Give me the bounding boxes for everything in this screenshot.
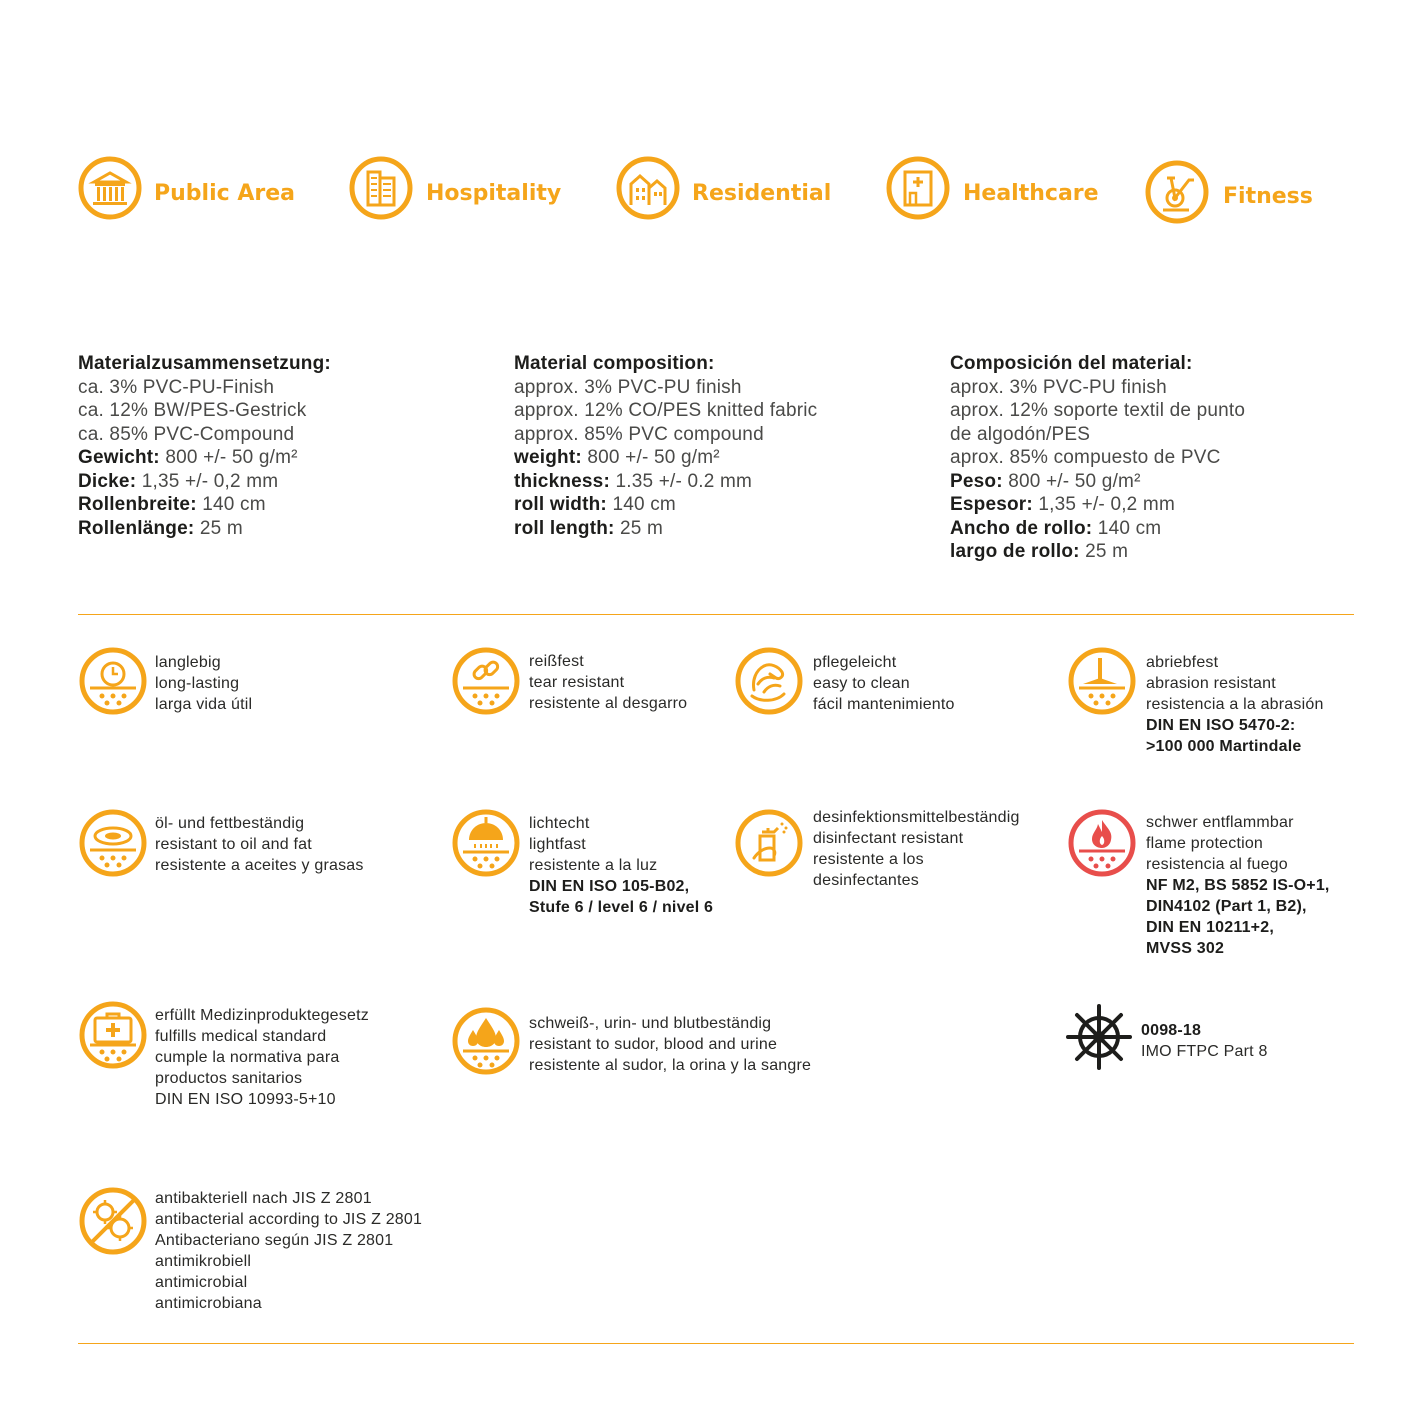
feature-line: schwer entflammbar — [1146, 814, 1294, 831]
composition-line: approx. 85% PVC compound — [514, 423, 764, 445]
spec-value: 25 m — [194, 517, 243, 539]
feature-tear-resistant — [529, 651, 687, 714]
spec-value: 1,35 +/- 0,2 mm — [136, 470, 279, 492]
spec-line — [950, 493, 1245, 517]
category-label: Public Area — [154, 181, 295, 206]
fluid-drops-icon — [451, 1006, 521, 1076]
spec-label: Rollenbreite: — [78, 494, 197, 515]
feature-line: fácil mantenimiento — [813, 696, 955, 713]
divider-top — [78, 614, 1354, 615]
composition-line: approx. 12% CO/PES knitted fabric — [514, 400, 818, 421]
spec-line — [514, 517, 817, 541]
feature-line: desinfektionsmittelbeständig — [813, 809, 1020, 826]
spec-label: thickness: — [514, 470, 610, 492]
feature-standard: DIN EN ISO 105-B02, — [529, 878, 690, 895]
feature-line: resistente al desgarro — [529, 695, 688, 712]
composition-line: ca. 85% PVC-Compound — [78, 423, 295, 445]
feature-line: fulfills medical standard — [155, 1028, 327, 1045]
composition-heading: Material composition: — [514, 353, 715, 374]
composition-line: ca. 3% PVC-PU-Finish — [78, 376, 275, 398]
lightfast-lamp-icon — [451, 808, 521, 878]
medical-kit-icon — [78, 1000, 148, 1070]
spec-value: 800 +/- 50 g/m² — [159, 447, 298, 468]
spec-label: Gewicht: — [78, 447, 160, 468]
spec-label: Dicke: — [78, 470, 137, 492]
spec-label: roll width: — [514, 494, 607, 515]
feature-fluid-resistant — [529, 1013, 811, 1076]
composition-line: ca. 12% BW/PES-Gestrick — [78, 400, 307, 421]
feature-line: schweiß-, urin- und blutbeständig — [529, 1015, 772, 1032]
feature-line: antimicrobial — [155, 1274, 248, 1291]
composition-de — [78, 352, 331, 540]
feature-line: IMO FTPC Part 8 — [1141, 1043, 1268, 1060]
spec-label: Peso: — [950, 470, 1003, 492]
composition-en — [514, 352, 817, 540]
feature-line: antibacterial according to JIS Z 2801 — [155, 1211, 423, 1228]
spec-line — [78, 446, 331, 470]
feature-flame-protection — [1146, 812, 1330, 959]
spec-label: Espesor: — [950, 494, 1033, 515]
composition-line: aprox. 12% soporte textil de punto — [950, 400, 1246, 421]
feature-line: larga vida útil — [155, 696, 253, 713]
feature-lightfast — [529, 813, 713, 918]
spec-value: 140 cm — [606, 494, 676, 515]
composition-line: aprox. 3% PVC-PU finish — [950, 376, 1167, 398]
category-label: Residential — [692, 181, 832, 206]
composition-es — [950, 352, 1245, 564]
spec-label: weight: — [514, 447, 582, 468]
oil-resistant-icon — [78, 808, 148, 878]
feature-line: lightfast — [529, 836, 586, 853]
feature-line: resistant to sudor, blood and urine — [529, 1036, 778, 1053]
feature-line: antimicrobiana — [155, 1295, 262, 1312]
feature-line: disinfectant resistant — [813, 830, 964, 847]
composition-heading: Materialzusammensetzung: — [78, 353, 331, 374]
spec-value: 25 m — [1079, 541, 1129, 562]
composition-line: de algodón/PES — [950, 423, 1091, 445]
feature-oil-resistant — [155, 813, 364, 876]
feature-line: tear resistant — [529, 674, 625, 691]
feature-long-lasting — [155, 652, 252, 715]
feature-antibacterial — [155, 1188, 422, 1314]
spec-value: 1,35 +/- 0,2 mm — [1032, 494, 1175, 515]
feature-standard: DIN EN 10211+2, — [1146, 919, 1274, 936]
feature-standard: DIN4102 (Part 1, B2), — [1146, 898, 1307, 915]
composition-line: aprox. 85% compuesto de PVC — [950, 447, 1221, 468]
easy-clean-hand-icon — [734, 646, 804, 716]
feature-standard: >100 000 Martindale — [1146, 738, 1302, 755]
feature-standard: NF M2, BS 5852 IS-O+1, — [1146, 877, 1330, 894]
exercise-bike-icon — [1145, 160, 1209, 224]
hospital-icon — [886, 156, 950, 220]
feature-line: resistente a aceites y grasas — [155, 857, 364, 874]
spec-label: Rollenlänge: — [78, 517, 195, 539]
spec-line — [514, 493, 817, 517]
feature-standard: Stufe 6 / level 6 / nivel 6 — [529, 899, 714, 916]
feature-line: resistente a la luz — [529, 857, 658, 874]
spec-line — [950, 540, 1245, 564]
feature-standard: 0098-18 — [1141, 1022, 1202, 1039]
spec-value: 140 cm — [1092, 517, 1162, 539]
composition-heading: Composición del material: — [950, 353, 1193, 374]
category-label: Hospitality — [426, 181, 562, 206]
feature-abrasion-resistant — [1146, 652, 1324, 757]
spec-line — [514, 446, 817, 470]
abrasion-mop-icon — [1067, 646, 1137, 716]
feature-line: langlebig — [155, 654, 221, 671]
feature-line: reißfest — [529, 653, 584, 670]
feature-line: DIN EN ISO 10993-5+10 — [155, 1091, 336, 1108]
feature-line: abrasion resistant — [1146, 675, 1276, 692]
category-label: Fitness — [1223, 184, 1313, 209]
durability-clock-icon — [78, 646, 148, 716]
feature-line: antibakteriell nach JIS Z 2801 — [155, 1190, 372, 1207]
feature-standard: DIN EN ISO 5470-2: — [1146, 717, 1296, 734]
feature-line: erfüllt Medizinproduktegesetz — [155, 1007, 369, 1024]
spec-value: 25 m — [614, 517, 664, 539]
feature-medical-standard — [155, 1005, 369, 1110]
spec-value: 800 +/- 50 g/m² — [1002, 470, 1141, 492]
spec-line — [78, 517, 331, 541]
feature-line: resistant to oil and fat — [155, 836, 312, 853]
feature-line: resistencia a la abrasión — [1146, 696, 1324, 713]
houses-icon — [616, 156, 680, 220]
feature-line: Antibacteriano según JIS Z 2801 — [155, 1232, 394, 1249]
feature-easy-clean — [813, 652, 955, 715]
hotel-tower-icon — [349, 156, 413, 220]
spec-line — [514, 470, 817, 494]
feature-line: resistente al sudor, la orina y la sangre — [529, 1057, 812, 1074]
spec-line — [78, 470, 331, 494]
spec-value: 140 cm — [196, 494, 266, 515]
spec-label: Ancho de rollo: — [950, 517, 1093, 539]
spec-line — [950, 517, 1245, 541]
building-columns-icon — [78, 156, 142, 220]
feature-line: resistente a los — [813, 851, 924, 868]
feature-disinfectant-resistant — [813, 807, 1020, 891]
feature-imo-certification — [1141, 1020, 1268, 1062]
feature-line: pflegeleicht — [813, 654, 897, 671]
spec-line — [78, 493, 331, 517]
feature-line: abriebfest — [1146, 654, 1219, 671]
feature-line: desinfectantes — [813, 872, 919, 889]
feature-line: cumple la normativa para — [155, 1049, 340, 1066]
spec-line — [950, 470, 1245, 494]
feature-line: antimikrobiell — [155, 1253, 252, 1270]
ship-wheel-icon — [1064, 1002, 1134, 1072]
feature-line: resistencia al fuego — [1146, 856, 1288, 873]
spec-value: 1.35 +/- 0.2 mm — [609, 470, 753, 492]
tear-resistant-link-icon — [451, 646, 521, 716]
feature-line: öl- und fettbeständig — [155, 815, 305, 832]
feature-line: easy to clean — [813, 675, 910, 692]
antibacterial-icon — [78, 1186, 148, 1256]
feature-line: lichtecht — [529, 815, 590, 832]
feature-line: productos sanitarios — [155, 1070, 303, 1087]
disinfectant-spray-icon — [734, 808, 804, 878]
feature-line: flame protection — [1146, 835, 1264, 852]
category-label: Healthcare — [963, 181, 1099, 206]
divider-bottom — [78, 1343, 1354, 1344]
feature-line: long-lasting — [155, 675, 240, 692]
feature-standard: MVSS 302 — [1146, 940, 1225, 957]
flame-protection-icon — [1067, 808, 1137, 878]
spec-label: largo de rollo: — [950, 541, 1080, 562]
composition-line: approx. 3% PVC-PU finish — [514, 376, 742, 398]
spec-value: 800 +/- 50 g/m² — [581, 447, 720, 468]
spec-label: roll length: — [514, 517, 615, 539]
